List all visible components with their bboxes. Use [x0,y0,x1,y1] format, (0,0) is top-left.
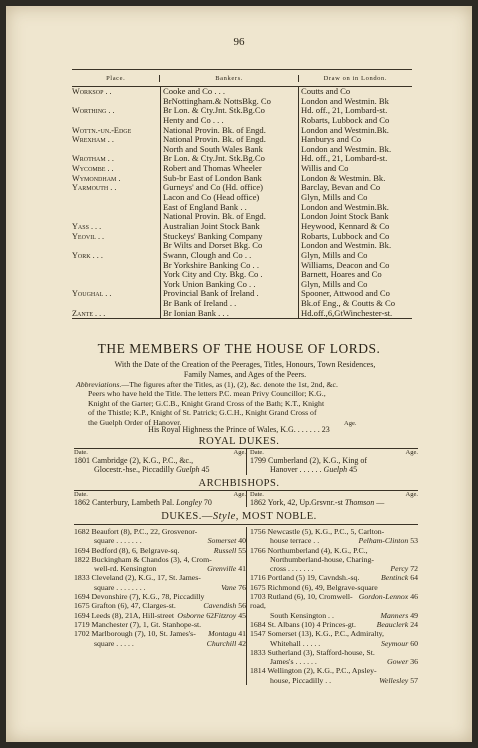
draw-on-cell: Hd. off., 21, Lombard-st. [298,154,412,164]
abbreviations-note [76,380,414,427]
draw-on-cell: Barnett, Hoares and Co [298,270,412,280]
entry-line: 1862 Canterbury, Lambeth Pal. Longley 70 [74,498,212,507]
entry-text: 1694 Bedford (8), 6, Belgrave-sq. [74,545,180,555]
place-cell [72,145,160,155]
abbr-line [76,380,414,389]
draw-on-cell: Glyn, Mills and Co [298,280,412,290]
entry-text: Northumberland-house, Charing- [270,554,374,564]
abbr-line: Knight of the Garter; G.C.B., Knight Grand Cross of the Bath; K.T., Knight [88,398,325,408]
age: 56 [238,601,246,611]
table-row [72,232,412,242]
page-number: 96 [233,36,245,48]
entry-line: 1862 York, 42, Up.Grsvnr.-st Thomson — [250,498,385,507]
bankers-table [72,69,412,319]
table-row [72,309,412,319]
family-name: Longley [176,498,202,507]
age: 45 [238,610,246,620]
family-name: Vane [221,582,237,592]
place-cell [72,97,160,107]
age: 76 [238,582,246,592]
entry-text: 1702 Marlborough (7), 10, St. James's- [74,629,196,639]
age: 41 [238,629,246,639]
left-column [74,491,246,507]
entry-line [250,639,418,648]
abbr-line: of the Thistle; K.P., Knight of St. Patrick; G.C.H., Knight Grand Cross of [88,408,317,418]
place-cell: Wottn.-un.-Edge [72,125,132,135]
table-row [72,261,412,271]
family-name: Fitzroy [214,610,237,620]
banker-cell: Lacon and Co (Head office) [160,193,298,203]
draw-on-cell: London and Westmin.Bk. [298,203,412,213]
table-row [72,126,412,136]
entry-text: 1694 Devonshire (7), K.G., 78, Piccadilly [74,592,205,602]
family-name: Percy [390,564,409,574]
entry-line [74,639,246,648]
entry-line [74,555,246,564]
place-cell: Wycombe . . [72,164,114,174]
banker-cell: Br Wilts and Dorset Bkg. Co [160,241,298,251]
draw-on-cell: Heywood, Kennard & Co [298,222,412,232]
age: 24 [410,619,418,629]
place-cell [72,203,160,213]
entry-line [250,676,418,685]
entry-line [250,583,418,592]
entry-line [250,546,418,555]
age: 72 [410,564,418,574]
intro-line: Family Names, and Ages of the Peers. [183,369,307,379]
age-label: Age. [233,449,246,456]
draw-on-cell: Robarts, Lubbock and Co [298,232,412,242]
banker-cell: National Provin. Bk. of Engd. [160,212,298,222]
abbr-line: Peers who have held the Title. The letters P.C. mean Privy Councillor; K.G., [88,389,326,399]
family-name: Bentinck [380,573,409,583]
table-row [72,270,412,280]
royal-dukes-list [74,449,418,475]
draw-on-cell: Bk.of Eng., & Coutts & Co [298,299,412,309]
place-cell [72,116,160,126]
place-cell [72,299,160,309]
draw-on-cell: Williams, Deacon and Co [298,261,412,271]
date-label: Date. [74,449,88,456]
entry-text: 1719 Manchester (7), 1, Gt. Stanhope-st. [74,619,202,629]
age: 41 [238,564,246,574]
place-cell [72,261,160,271]
table-body [72,87,412,318]
place-cell: Wymondham . [72,173,121,183]
age: 45 [349,465,358,475]
family-name: Somerset [207,536,237,546]
date-label: Date. [74,491,88,498]
intro-text [76,360,414,379]
family-name: Gordon-Lennox [358,592,409,602]
family-name: Manners [380,610,409,620]
banker-cell: Br Lon. & Cty.Jnt. Stk.Bg.Co [160,106,298,116]
entry-line [250,573,418,582]
draw-on-cell: Robarts, Lubbock and Co [298,116,412,126]
place-cell: Yass . . . [72,221,102,231]
banker-cell: Cooke and Co . . . [160,87,298,97]
draw-on-cell: London and Westmin. Bk. [298,145,412,155]
place-cell: York . . . [72,250,103,260]
family-name: Wellesley [379,675,409,685]
header-draw-on: Draw on in London. [298,75,412,82]
place-cell: Yarmouth . . [72,183,117,193]
draw-on-cell: London & Westmin. Bk. [298,174,412,184]
draw-on-cell: London Joint Stock Bank [298,212,412,222]
age: 64 [410,573,418,583]
abbr-label: Abbreviations. [76,380,122,389]
family-name: Guelph [323,465,348,475]
table-header [72,70,412,87]
banker-cell: Australian Joint Stock Bank [160,222,298,232]
date-label: Date. [250,491,264,498]
draw-on-cell: Coutts and Co [298,87,412,97]
place-cell: Worksop . . [72,87,112,96]
banker-cell: Gurneys' and Co (Hd. office) [160,183,298,193]
entry-line: Hanover . . . . . . Guelph 45 [270,465,358,475]
intro-line: With the Date of the Creation of the Peerages, Titles, Honours, Town Residences, [114,360,376,369]
draw-on-cell: Glyn, Mills and Co [298,193,412,203]
age: 49 [410,610,418,620]
table-row [72,183,412,193]
entry-line [250,536,418,545]
entry-text: cross . . . . . . . [270,564,314,574]
entry-text: well-rd. Kensington [94,564,157,574]
place-cell: Wrexham . . [72,135,114,145]
entry-text: 1833 Sutherland (3), Stafford-house, St. [250,647,375,657]
entry-text: James's . . . . . . [270,657,317,667]
family-name: Cavendish [203,601,237,611]
royal-dukes-title: ROYAL DUKES. [198,436,280,447]
entry-text: 1833 Cleveland (2), K.G., 17, St. James- [74,573,201,583]
banker-cell: Br Lon. & Cty.Jnt. Stk.Bg.Co [160,154,298,164]
draw-on-cell: Glyn, Mills and Co [298,251,412,261]
draw-on-cell: Willis and Co [298,164,412,174]
age-label: Age. [344,420,357,427]
abbr-line: the Guelph Order of Hanover. [88,417,182,427]
draw-on-cell: London and Westmin. Bk. [298,241,412,251]
right-column [246,449,418,475]
table-row [72,241,412,251]
entry-text: 1675 Grafton (6), 47, Clarges-st. [74,601,176,611]
age-label: Age. [405,491,418,498]
entry-line [74,573,246,582]
banker-cell: Swann, Clough and Co . . [160,251,298,261]
family-name: Beauclerk [376,619,409,629]
table-row [72,299,412,309]
header-place: Place. [106,74,126,82]
age: 53 [410,536,418,546]
family-name: Russell [213,545,237,555]
dukes-list [74,527,418,685]
entry-text: 1682 Beaufort (8), P.C., 22, Grosvenor- [74,527,198,536]
age: 36 [410,657,418,667]
entry-text: 1814 Wellington (2), K.G., P.C., Apsley- [250,666,377,676]
banker-cell: Henty and Co . . . [160,116,298,126]
entry-text: 1547 Somerset (13), K.G., P.C., Admiralty, [250,629,384,639]
date-label: Date. [250,449,264,456]
draw-on-cell: Hanburys and Co [298,135,412,145]
banker-cell: Provincial Bank of Ireland . [160,289,298,299]
table-row [72,289,412,299]
draw-on-cell: London and Westmin. Bk [298,97,412,107]
entry-line [250,629,418,638]
banker-cell: Br Bank of Ireland . . [160,299,298,309]
right-column [246,491,418,507]
family-name: Churchill [206,638,237,648]
entry-text: 1703 Rutland (6), 10, Cromwell-road, [250,592,353,611]
table-row [72,164,412,174]
header-bankers: Bankers. [159,75,297,82]
entry-text: 1675 Richmond (6), 49, Belgrave-square [250,582,378,592]
entry-line: 1801 Cambridge (2), K.G., P.C., &c., [74,456,194,465]
banker-cell: National Provin. Bk. of Engd. [160,135,298,145]
age: 46 [410,592,418,602]
table-row [72,145,412,155]
entry-text: house, Piccadilly . . [270,675,332,685]
family-name: Gower [387,657,409,667]
dukes-title: DUKES.—Style, MOST NOBLE. [161,511,317,522]
banker-cell: York City and Cty. Bkg. Co . [160,270,298,280]
draw-on-cell: Hd.off.,6,GtWinchester-st. [298,309,412,319]
right-column [246,527,418,685]
draw-on-cell: Hd. off., 21, Lombard-st. [298,106,412,116]
archbishops-list [74,491,418,507]
banker-cell: York Union Banking Co . . [160,280,298,290]
age-label: Age. [233,491,246,498]
banker-cell: Br Yorkshire Banking Co . . [160,261,298,271]
left-column [74,527,246,685]
entry-line [250,657,418,666]
entry-text: 1694 Leeds (8), 21A, Hill-street [74,610,175,620]
entry-line [250,620,418,629]
table-row [72,87,412,97]
prince-of-wales: His Royal Highness the Prince of Wales, K.G. . . . . . . 23 [148,425,330,434]
entry-text: square . . . . . . . [94,536,142,546]
table-row [72,280,412,290]
table-row [72,251,412,261]
banker-cell: Sub-br East of London Bank [160,174,298,184]
entry-text: 1684 St. Albans (10) 4 Princes-gt. [250,619,356,629]
table-row [72,203,412,213]
left-column [74,449,246,475]
family-name: Thomson [344,498,375,507]
age: 60 [410,638,418,648]
age: 42 [238,638,246,648]
age: — [376,498,385,507]
archbishops-title: ARCHBISHOPS. [198,478,280,489]
draw-on-cell: Spooner, Attwood and Co [298,289,412,299]
table-row [72,154,412,164]
banker-cell: Br Ionian Bank . . . [160,309,298,319]
banker-cell: East of England Bank . . [160,203,298,213]
entry-line [250,555,418,564]
table-row [72,212,412,222]
table-row [72,222,412,232]
entry-text: square . . . . . . . . [94,582,146,592]
family-name: Grenville [207,564,237,574]
entry-line [250,527,418,536]
age: 62 [206,610,215,620]
entry-text: 1756 Newcastle (5), K.G., P.C., 5, Carlton- [250,527,385,536]
family-name: Montagu [208,629,237,639]
family-name: Guelph [175,465,200,475]
entry-text: 1716 Portland (5) 19, Cavndsh.-sq. [250,573,360,583]
age: 40 [238,536,246,546]
entry-line [74,536,246,545]
entry-text: Whitehall . . . . . [270,638,321,648]
place-cell: Zante . . . [72,308,106,318]
banker-cell: BrNottingham.& NottsBkg. Co [160,97,298,107]
place-cell [72,193,160,203]
entry-line [250,648,418,657]
draw-on-cell: London and Westmin.Bk. [298,126,412,136]
banker-cell: North and South Wales Bank [160,145,298,155]
table-row [72,97,412,107]
entry-line [74,620,246,629]
abbr-text: —The figures after the Titles, as (1), (2), &c. denote the 1st, 2nd, &c. [121,380,338,389]
place-cell [72,212,160,222]
table-row [72,106,412,116]
age: 55 [238,545,246,555]
entry-line [74,592,246,601]
age: 45 [201,465,210,475]
entry-line: 1799 Cumberland (2), K.G., King of [250,456,368,465]
entry-line: Glocestr.-hse., Piccadilly Guelph 45 [94,465,210,475]
entry-text: square . . . . . [94,638,134,648]
family-name: Seymour [380,638,409,648]
entry-text: house terrace . . [270,536,320,546]
banker-cell: National Provin. Bk. of Engd. [160,126,298,136]
entry-text: South Kensington . . [270,610,334,620]
place-cell [72,280,160,290]
entry-text: 1822 Buckingham & Chandos (3), 4, Crom- [74,554,212,564]
banker-cell: Robert and Thomas Wheeler [160,164,298,174]
entry-text: 1766 Northumberland (4), K.G., P.C., [250,545,368,555]
entry-line [250,564,418,573]
entry-line [74,527,246,536]
section-title: THE MEMBERS OF THE HOUSE OF LORDS. [97,341,381,356]
family-name: Osborne [177,610,205,620]
table-row [72,193,412,203]
entry-line [74,564,246,573]
entry-line [74,546,246,555]
draw-on-cell: Barclay, Bevan and Co [298,183,412,193]
place-cell: Worthing . . [72,106,115,116]
table-row [72,174,412,184]
book-page [6,6,472,742]
place-cell: Yeovil . . [72,231,105,241]
age-label: Age. [405,449,418,456]
age: 70 [203,498,212,507]
rule [74,524,418,525]
place-cell: Youghal . . [72,289,112,299]
age: 57 [410,675,418,685]
banker-cell: Stuckeys' Banking Company [160,232,298,242]
family-name: Pelham-Clinton [358,536,409,546]
place-cell: Wrotham . . [72,154,114,164]
place-cell [72,270,160,280]
table-row [72,116,412,126]
place-cell [72,241,160,251]
entry-line [250,666,418,675]
entry-line [74,583,246,592]
entry-line [250,611,418,620]
table-row [72,135,412,145]
